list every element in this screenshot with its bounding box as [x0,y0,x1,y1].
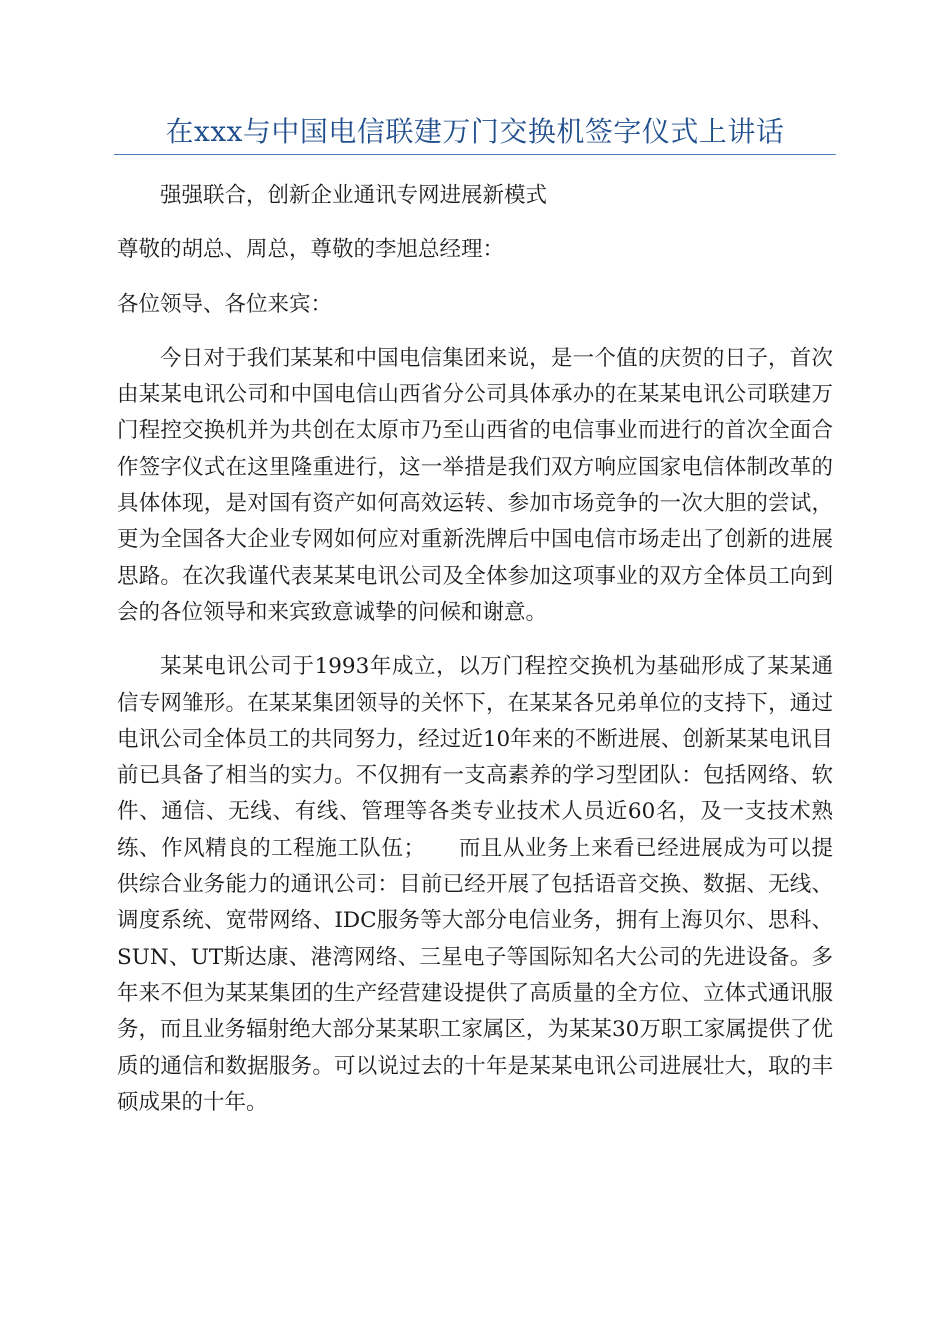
salutation-line-1: 尊敬的胡总、周总，尊敬的李旭总经理： [117,237,505,263]
title-underline [114,154,836,155]
paragraph-1: 今日对于我们某某和中国电信集团来说，是一个值的庆贺的日子，首次由某某电讯公司和中国电信山西省分公司具体承办的在某某电讯公司联建万门程控交换机并为共创在太原市乃至山西省的电信事业而进行的首次全面合作签字仪式在这里隆重进行，这一举措是我们双方响应国家电信体制改革的具体体现，是对国有资产如何高效运转、参加市场竞争的一次大胆的尝试，更为全国各大企业专网如何应对重新洗牌后中国电信市场走出了创新的进展思路。在次我谨代表某某电讯公司及全体参加这项事业的双方全体员工向到会的各位领导和来宾致意诚挚的问候和谢意。 [117,345,833,625]
subtitle: 强强联合，创新企业通讯专网进展新模式 [160,183,548,208]
document-title: 在xxx与中国电信联建万门交换机签字仪式上讲话 [165,115,785,148]
paragraph-2: 某某电讯公司于1993年成立，以万门程控交换机为基础形成了某某通信专网雏形。在某某集团领导的关怀下，在某某各兄弟单位的支持下，通过电讯公司全体员工的共同努力，经过近10年来的不断进展、创新某某电讯目前已具备了相当的实力。不仅拥有一支高素养的学习型团队：包括网络、软件、通信、无线、有线、管理等各类专业技术人员近60名，及一支技术熟练、作风精良的工程施工队伍； 而且从业务上来看已经进展成为可以提供综合业务能力的通讯公司：目前已经开展了包括语音交换、数据、无线、调度系统、宽带网络、IDC服务等大部分电信业务，拥有上海贝尔、思科、SUN、UT斯达康、港湾网络、三星电子等国际知名大公司的先进设备。多年来不但为某某集团的生产经营建设提供了高质量的全方位、立体式通讯服务，而且业务辐射绝大部分某某职工家属区，为某某30万职工家属提供了优质的通信和数据服务。可以说过去的十年是某某电讯公司进展壮大，取的丰硕成果的十年。 [117,654,833,1115]
salutation-line-2: 各位领导、各位来宾： [117,291,333,317]
document-body [117,178,833,1121]
